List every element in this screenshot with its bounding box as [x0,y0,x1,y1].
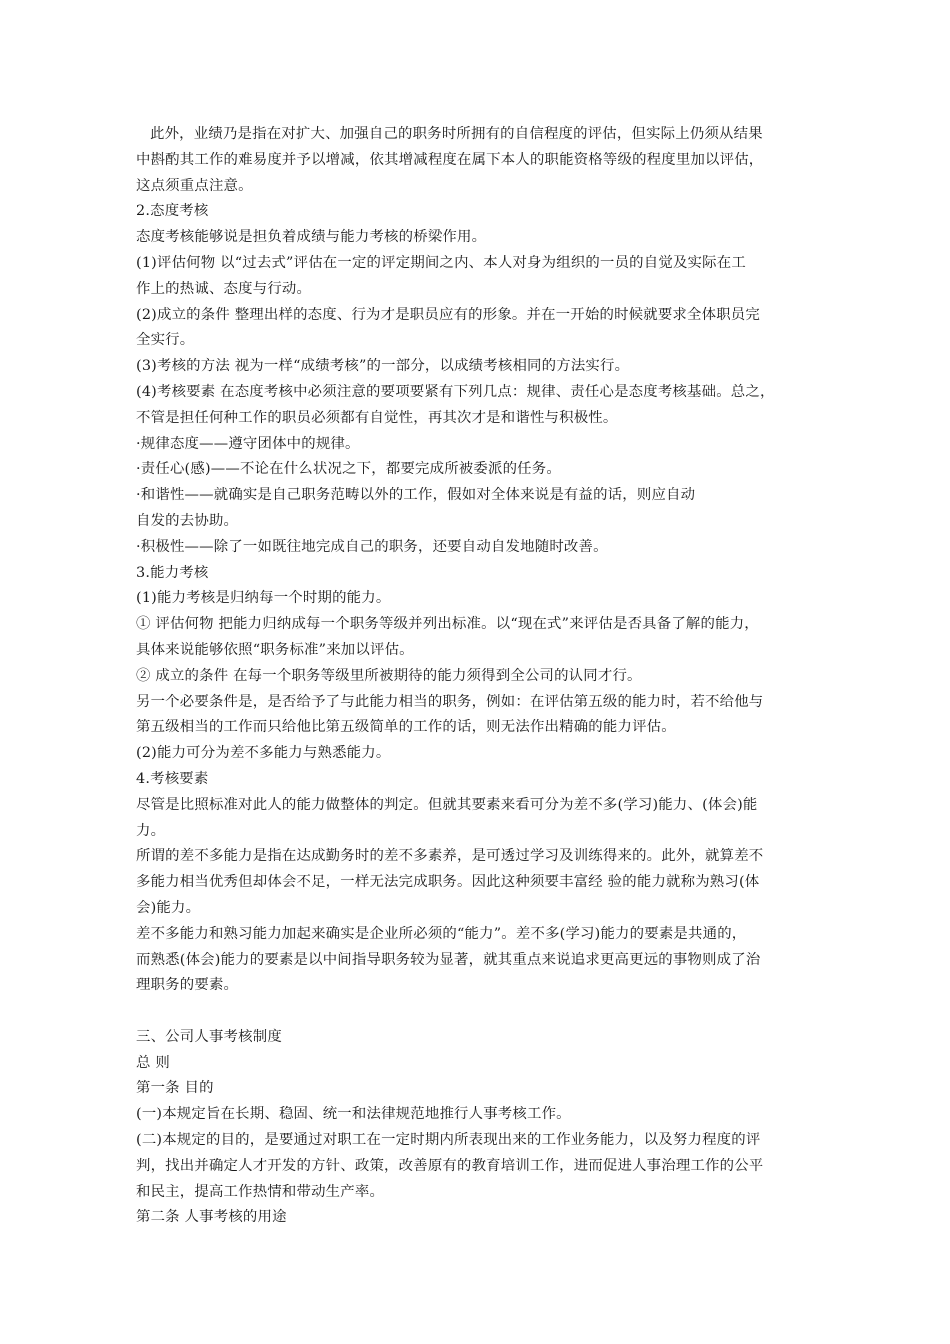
paragraph-line: 态度考核能够说是担负着成绩与能力考核的桥梁作用。 [136,229,487,246]
paragraph-line: 差不多能力和熟习能力加起来确实是企业所必须的“能力”。差不多(学习)能力的要素是共通的， [136,925,747,942]
bullet-item: ·和谐性——就确实是自己职务范畴以外的工作，假如对全体来说是有益的话，则应自动 [136,487,696,504]
paragraph-line: (一)本规定旨在长期、稳固、统一和法律规范地推行人事考核工作。 [136,1106,571,1123]
paragraph-line: 尽管是比照标准对此人的能力做整体的判定。但就其要素来看可分为差不多(学习)能力、(体会)能 [136,796,758,813]
paragraph-line: 力。 [136,822,166,839]
paragraph-line: (4)考核要素 在态度考核中必须注意的要项要紧有下列几点：规律、责任心是态度考核基础。总之， [136,383,775,400]
paragraph-line: 而熟悉(体会)能力的要素是以中间指导职务较为显著，就其重点来说追求更高更远的事物则成了治 [136,951,761,968]
paragraph-line: 会)能力。 [136,899,201,916]
paragraph-line: (1)能力考核是归纳每一个时期的能力。 [136,590,391,607]
paragraph-line: 此外，业绩乃是指在对扩大、加强自己的职务时所拥有的自信程度的评估，但实际上仍须从结果 [150,126,763,142]
section-heading: 4.考核要素 [136,770,209,787]
paragraph-line: 和民主，提高工作热情和带动生产率。 [136,1183,385,1200]
paragraph-line: (二)本规定的目的，是要通过对职工在一定时期内所表现出来的工作业务能力，以及努力程度的评 [136,1132,761,1149]
paragraph-line: 全实行。 [136,332,195,349]
paragraph-line: 第五级相当的工作而只给他比第五级简单的工作的话，则无法作出精确的能力评估。 [136,719,676,736]
section-heading: 2.态度考核 [136,203,209,220]
section-heading: 总 则 [136,1054,170,1071]
paragraph-line: (2)能力可分为差不多能力与熟悉能力。 [136,745,391,762]
article-heading: 第二条 人事考核的用途 [136,1209,287,1226]
paragraph-line: (3)考核的方法 视为一样“成绩考核”的一部分，以成绩考核相同的方法实行。 [136,358,630,375]
paragraph-line: 具体来说能够依照“职务标准”来加以评估。 [136,641,414,658]
paragraph-line: ② 成立的条件 在每一个职务等级里所被期待的能力须得到全公司的认同才行。 [136,667,642,684]
bullet-item: ·积极性——除了一如既往地完成自己的职务，还要自动自发地随时改善。 [136,538,608,555]
bullet-item-continuation: 自发的去协助。 [136,512,239,529]
paragraph-line: 作上的热诚、态度与行动。 [136,280,312,297]
paragraph-line: 判，找出并确定人才开发的方针、政策，改善原有的教育培训工作，进而促进人事治理工作的公平 [136,1157,764,1174]
bullet-item: ·规律态度——遵守团体中的规律。 [136,435,360,452]
section-heading: 3.能力考核 [136,564,209,581]
paragraph-line: ① 评估何物 把能力归纳成每一个职务等级并列出标准。以“现在式”来评估是否具备了解的能力， [136,616,759,633]
paragraph-line: (1)评估何物 以“过去式”评估在一定的评定期间之内、本人对身为组织的一员的自觉及实际在工 [136,254,746,271]
paragraph-line: 不管是担任何种工作的职员必须都有自觉性，再其次才是和谐性与积极性。 [136,409,618,426]
article-heading: 第一条 目的 [136,1080,214,1097]
document-body [136,122,866,1231]
paragraph-line: (2)成立的条件 整理出样的态度、行为才是职员应有的形象。并在一开始的时候就要求全体职员完 [136,306,760,323]
bullet-item: ·责任心(感)——不论在什么状况之下，都要完成所被委派的任务。 [136,461,561,478]
paragraph-line: 这点须重点注意。 [136,177,253,194]
blank-line [136,999,866,1025]
paragraph-line: 中斟酌其工作的难易度并予以增减，依其增减程度在属下本人的职能资格等级的程度里加以评估， [136,151,764,168]
paragraph-line: 多能力相当优秀但却体会不足，一样无法完成职务。因此这种须要丰富经 验的能力就称为熟习(体 [136,874,760,891]
paragraph-line: 另一个必要条件是，是否给予了与此能力相当的职务，例如：在评估第五级的能力时，若不给他与 [136,693,764,710]
paragraph-line: 理职务的要素。 [136,977,239,994]
paragraph-line: 所谓的差不多能力是指在达成勤务时的差不多素养，是可透过学习及训练得来的。此外，就算差不 [136,848,764,865]
chapter-heading: 三、公司人事考核制度 [136,1028,282,1045]
